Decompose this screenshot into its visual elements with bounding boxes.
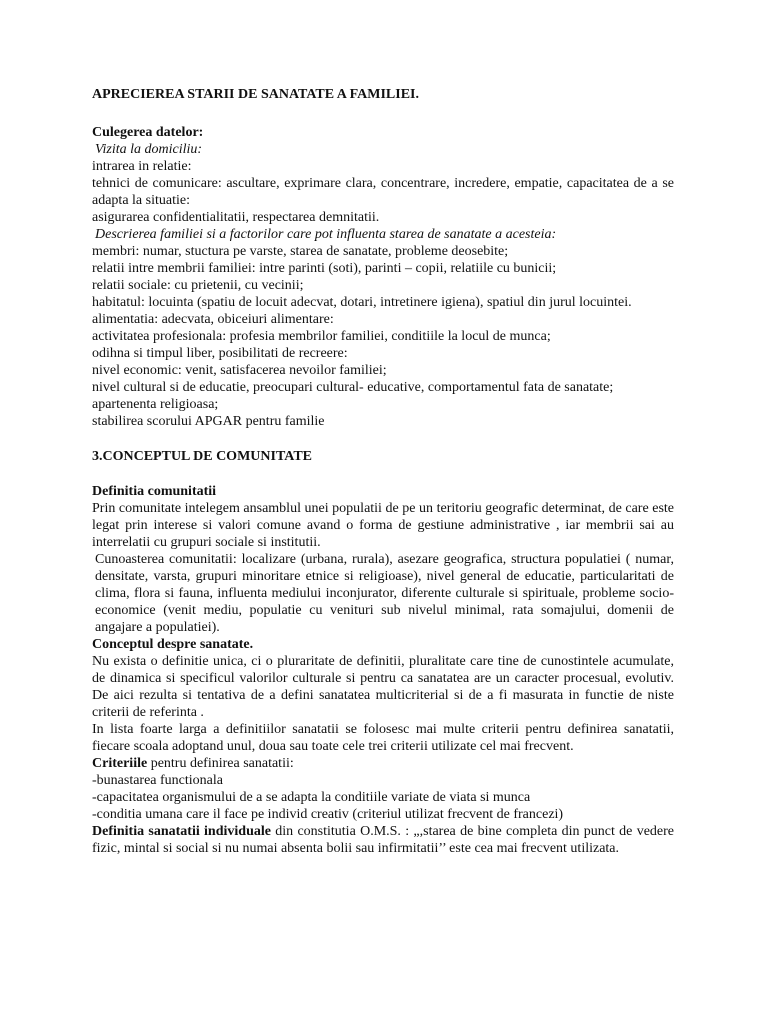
conceptul-sanatate-paragraph: Nu exista o definitie unica, ci o pluraritate de definitii, pluralitate care tine de cunostintele acumulate, de dinamica si specificul valorilor culturale si pentru ca sanatatea are un caracter procesual, evolutiv. De aici rezulta si tentativa de a defini sanatatea multicriterial si de a fi masurata in functie de niste criterii de referinta . [92,654,674,720]
definitia-sanatatii-rest: din constitutia O.M.S. : „,starea de bine completa din punct de vedere fizic, mintal si social si nu numai absenta bolii sau infirmitatii’’ este cea mai frecvent utilizata. [92,824,675,856]
habitatul-line: habitatul: locuinta (spatiu de locuit adecvat, dotari, intretinere igiena), spatiul din jurul locuintei. [92,295,632,310]
nivel-cultural-line: nivel cultural si de educatie, preocupari cultural- educative, comportamentul fata de sanatate; [92,380,614,395]
spacer [92,465,674,483]
document-content [92,86,674,857]
vizita-subheading: Vizita la domiciliu: [95,142,203,157]
culegerea-heading: Culegerea datelor: [92,125,204,140]
descrierea-subheading: Descrierea familiei si a factorilor care pot influenta starea de sanatate a acesteia: [95,227,557,242]
criteriu-3: -conditia umana care il face pe individ creativ (criteriul utilizat frecvent de francezi) [92,807,564,822]
spacer [92,430,674,448]
definitia-sanatatii-paragraph [92,823,674,857]
apartenenta-line: apartenenta religioasa; [92,397,219,412]
stabilirea-line: stabilirea scorului APGAR pentru familie [92,414,325,429]
relatii-sociale-line: relatii sociale: cu prietenii, cu vecinii; [92,278,304,293]
definitia-sanatatii-bold: Definitia sanatatii individuale [92,824,271,839]
criteriile-bold: Criteriile [92,756,148,771]
spacer [92,103,674,124]
asigurarea-line: asigurarea confidentialitatii, respectarea demnitatii. [92,210,380,225]
membri-line: membri: numar, stuctura pe varste, starea de sanatate, probleme deosebite; [92,244,509,259]
criteriu-1: -bunastarea functionala [92,773,223,788]
activitatea-line: activitatea profesionala: profesia membrilor familiei, conditiile la locul de munca; [92,329,551,344]
alimentatia-line: alimentatia: adecvata, obiceiuri alimentare: [92,312,334,327]
intrarea-line: intrarea in relatie: [92,159,192,174]
definitia-comunitatii-heading: Definitia comunitatii [92,484,217,499]
tehnici-line: tehnici de comunicare: ascultare, exprimare clara, concentrare, incredere, empatie, capacitatea de a se adapta la situatie: [92,176,674,208]
lista-definitii-paragraph: In lista foarte larga a definitiilor sanatatii se folosesc mai multe criterii pentru definirea sanatatii, fiecare scoala adoptand unul, doua sau toate cele trei criterii utilizate cel mai frecvent. [92,722,674,754]
nivel-economic-line: nivel economic: venit, satisfacerea nevoilor familiei; [92,363,387,378]
definitia-comunitatii-paragraph: Prin comunitate intelegem ansamblul unei populatii de pe un teritoriu geografic determinat, de care este legat prin interese si valori comune avand o forma de gestiune administrative , iar membrii sai au interrelatii cu grupuri sociale si institutii. [92,501,674,550]
criteriu-2: -capacitatea organismului de a se adapta la conditiile variate de viata si munca [92,790,531,805]
cunoasterea-paragraph: Cunoasterea comunitatii: localizare (urbana, rurala), asezare geografica, structura populatiei ( numar, densitate, varsta, grupuri minoritare etnice si religioase), nivel general de educatie, particularitati de clima, flora si fauna, influenta mediului inconjurator, diferente culturale si spirituale, probleme socio-economice (venit mediu, populatie cu venituri sub nivelul minimal, rata somajului, domenii de angajare a populatiei). [95,552,674,635]
conceptul-sanatate-heading: Conceptul despre sanatate. [92,637,254,652]
document-title: APRECIEREA STARII DE SANATATE A FAMILIEI. [92,87,419,102]
criteriile-line [92,755,674,772]
section-3-heading: 3.CONCEPTUL DE COMUNITATE [92,449,313,464]
odihna-line: odihna si timpul liber, posibilitati de recreere: [92,346,348,361]
relatii-membrii-line: relatii intre membrii familiei: intre parinti (soti), parinti – copii, relatiile cu bunicii; [92,261,557,276]
criteriile-rest: pentru definirea sanatatii: [147,756,294,771]
